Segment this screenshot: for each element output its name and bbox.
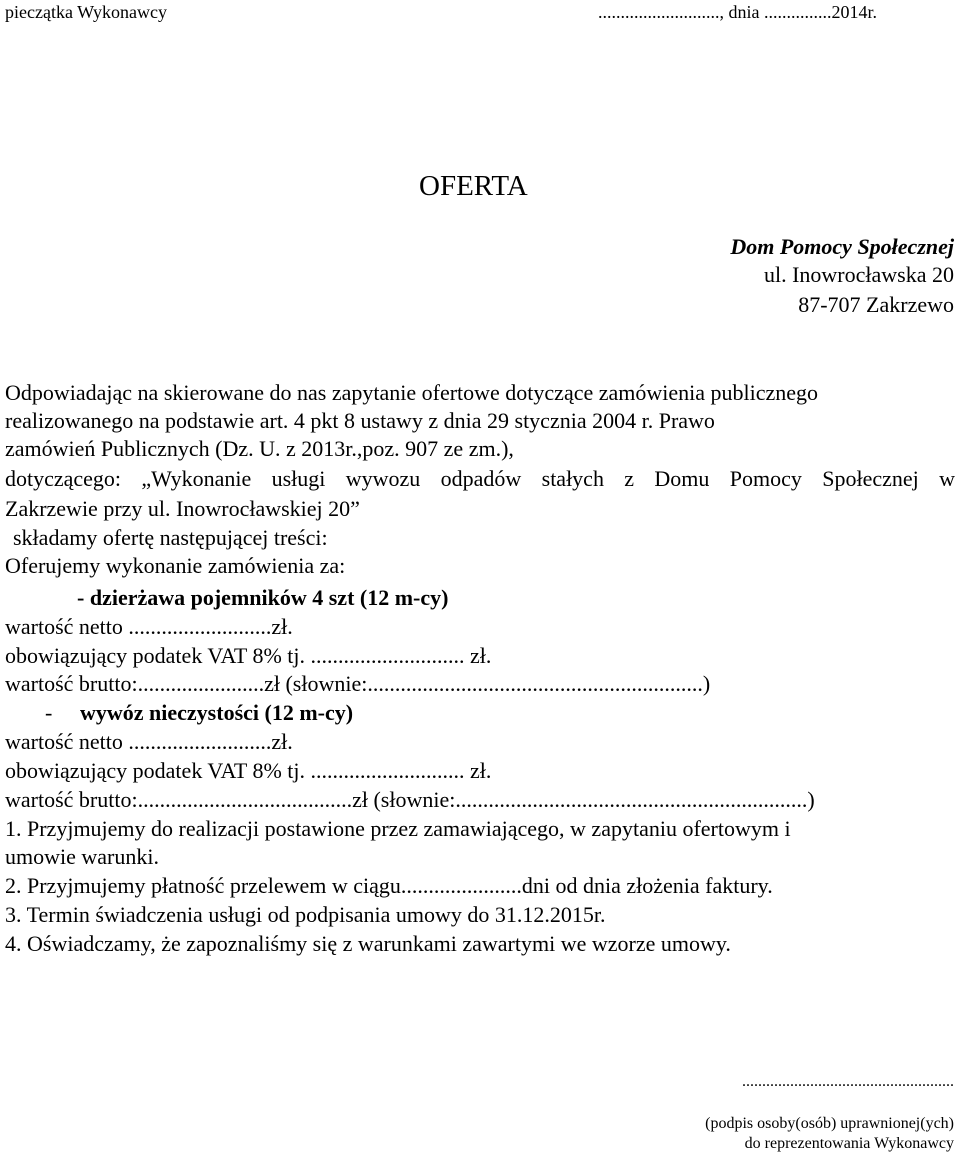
signature-line: ..................................................... bbox=[742, 1073, 954, 1090]
vat-field: obowiązujący podatek VAT 8% tj. ............................ zł. bbox=[5, 758, 492, 783]
intro-line: realizowanego na podstawie art. 4 pkt 8 ustawy z dnia 29 stycznia 2004 r. Prawo bbox=[5, 408, 715, 433]
term-item: 1. Przyjmujemy do realizacji postawione przez zamawiającego, w zapytaniu ofertowym i bbox=[5, 816, 791, 841]
item-heading: wywóz nieczystości (12 m-cy) bbox=[80, 700, 354, 725]
gross-value-field: wartość brutto:.......................................zł (słownie:................................................................) bbox=[5, 787, 815, 812]
term-item: 3. Termin świadczenia usługi od podpisania umowy do 31.12.2015r. bbox=[5, 902, 606, 927]
recipient-name: Dom Pomocy Społecznej bbox=[730, 234, 954, 259]
recipient-city: 87-707 Zakrzewo bbox=[798, 292, 954, 317]
recipient-street: ul. Inowrocławska 20 bbox=[763, 262, 954, 287]
stamp-label: pieczątka Wykonawcy bbox=[5, 2, 168, 22]
item-heading: - dzierżawa pojemników 4 szt (12 m-cy) bbox=[77, 585, 449, 610]
place-date-field: ..........................., dnia ...............2014r. bbox=[598, 2, 877, 22]
intro-line: Odpowiadając na skierowane do nas zapytanie ofertowe dotyczące zamówienia publicznego bbox=[5, 380, 819, 405]
intro-line: składamy ofertę następującej treści: bbox=[13, 525, 328, 550]
signature-caption: do reprezentowania Wykonawcy bbox=[744, 1135, 954, 1152]
vat-field: obowiązujący podatek VAT 8% tj. ............................ zł. bbox=[5, 643, 492, 668]
item-dash: - bbox=[45, 700, 53, 725]
net-value-field: wartość netto ..........................zł. bbox=[5, 729, 293, 754]
intro-line: Zakrzewie przy ul. Inowrocławskiej 20” bbox=[5, 496, 360, 521]
term-item: 2. Przyjmujemy płatność przelewem w ciągu......................dni od dnia złożenia faktury. bbox=[5, 873, 773, 898]
intro-line: zamówień Publicznych (Dz. U. z 2013r.,poz. 907 ze zm.), bbox=[5, 436, 514, 461]
term-item: 4. Oświadczamy, że zapoznaliśmy się z warunkami zawartymi we wzorze umowy. bbox=[5, 931, 731, 956]
document-title: OFERTA bbox=[419, 170, 528, 202]
term-item: umowie warunki. bbox=[5, 844, 159, 869]
gross-value-field: wartość brutto:.......................zł (słownie:.............................................................) bbox=[5, 671, 711, 696]
intro-line: Oferujemy wykonanie zamówienia za: bbox=[5, 553, 346, 578]
net-value-field: wartość netto ..........................zł. bbox=[5, 614, 293, 639]
intro-line: dotyczącego: „Wykonanie usługi wywozu odpadów stałych z Domu Pomocy Społecznej w bbox=[5, 466, 955, 491]
signature-caption: (podpis osoby(osób) uprawnionej(ych) bbox=[705, 1115, 954, 1132]
